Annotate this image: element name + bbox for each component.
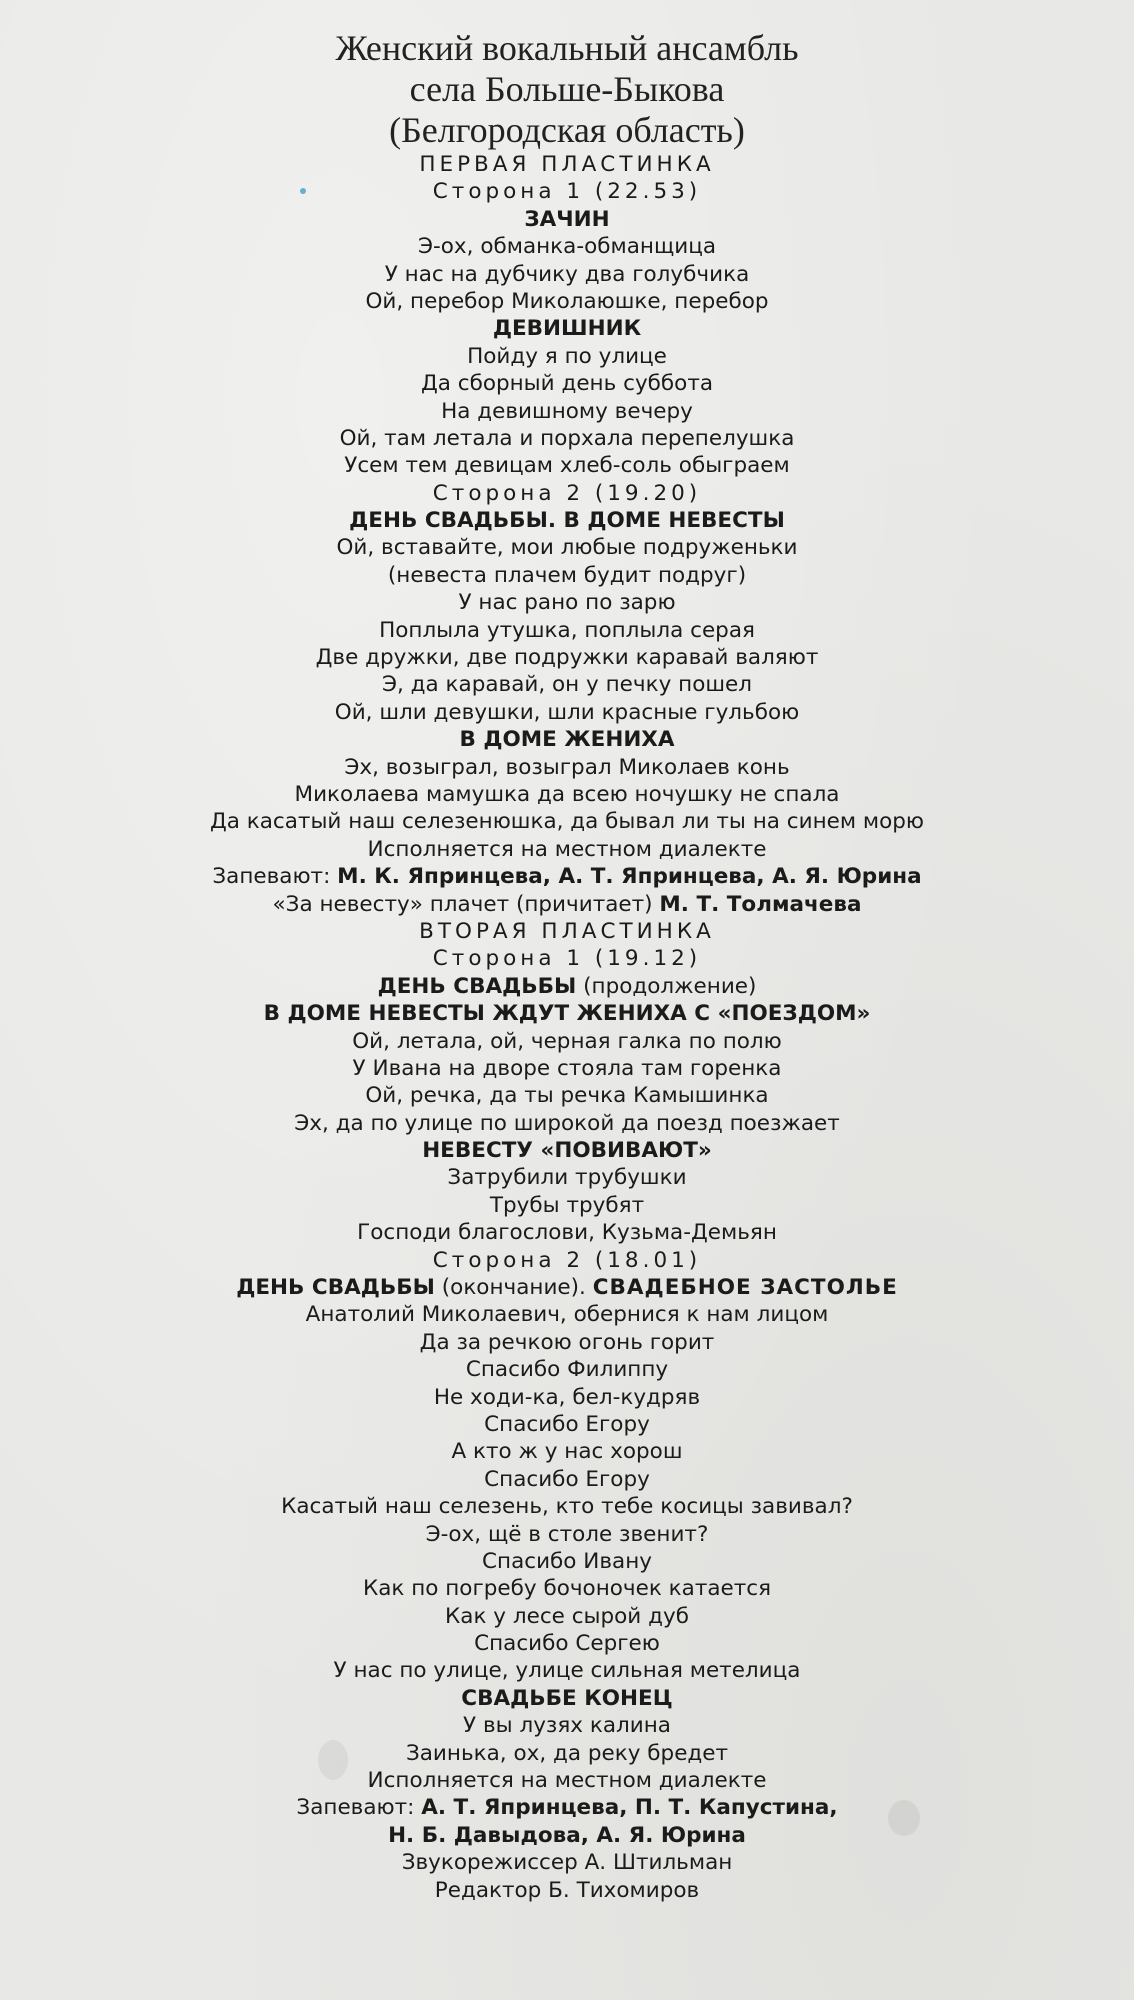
dialect-note: Исполняется на местном диалекте: [367, 1768, 767, 1794]
song-title: У нас рано по зарю: [458, 590, 676, 616]
record2-side2-heading: [0, 1274, 1134, 1301]
song-title: Спасибо Егору: [484, 1411, 650, 1437]
song-title: Э-ох, щё в столе звенит?: [425, 1521, 709, 1547]
song-title: У нас по улице, улице сильная метелица: [333, 1658, 801, 1684]
lead-names-continued: Н. Б. Давыдова, А. Я. Юрина: [388, 1822, 746, 1848]
lead-label: Запевают:: [296, 1795, 415, 1821]
section-title: ДЕВИШНИК: [492, 316, 642, 342]
record1-title: ПЕРВАЯ ПЛАСТИНКА: [419, 152, 715, 177]
song-title: Спасибо Ивану: [482, 1548, 652, 1574]
song-title: Ой, там летала и порхала перепелушка: [339, 425, 795, 451]
record1-lead-singers: [0, 863, 1134, 890]
record2-side1-heading: [0, 973, 1134, 1000]
song-title: Да касатый наш селезенюшка, да бывал ли ты на синем морю: [209, 809, 925, 835]
heading-bold: ДЕНЬ СВАДЬБЫ: [236, 1275, 435, 1301]
lead-label: Запевают:: [212, 864, 331, 890]
song-title: У вы лузях калина: [463, 1713, 671, 1739]
song-title: Да сборный день суббота: [420, 371, 714, 397]
song-title: Эх, да по улице по широкой да поезд поезжает: [294, 1110, 840, 1136]
song-title: Ой, вставайте, мои любые подруженьки: [336, 535, 798, 561]
song-title: Ой, речка, да ты речка Камышинка: [365, 1083, 769, 1109]
song-title: Ой, перебор Миколаюшке, перебор: [365, 288, 769, 314]
heading-note: (окончание).: [441, 1275, 586, 1301]
ensemble-region: (Белгородская область): [389, 110, 745, 150]
record2-lead-singers: [0, 1794, 1134, 1821]
song-title: Эх, возыграл, возыграл Миколаев конь: [344, 754, 790, 780]
record2-side2-label: Сторона 2 (18.01): [432, 1247, 702, 1273]
lament-name: М. Т. Толмачева: [659, 891, 862, 917]
song-title: Спасибо Егору: [484, 1466, 650, 1492]
record1-side2-label: Сторона 2 (19.20): [432, 480, 702, 506]
heading-bold-2: СВАДЕБНОЕ ЗАСТОЛЬЕ: [592, 1275, 898, 1301]
song-title: Господи благослови, Кузьма-Демьян: [357, 1220, 777, 1246]
section-title: НЕВЕСТУ «ПОВИВАЮТ»: [422, 1138, 712, 1164]
song-title: Трубы трубят: [489, 1192, 645, 1218]
heading-note: (продолжение): [583, 973, 757, 999]
ensemble-title-line2: села Больше-Быкова: [409, 69, 725, 109]
section-title: СВАДЬБЕ КОНЕЦ: [461, 1685, 673, 1711]
record2-side1-label: Сторона 1 (19.12): [432, 946, 702, 972]
lead-names: А. Т. Япринцева, П. Т. Капустина,: [421, 1795, 838, 1821]
song-title: Касатый наш селезень, кто тебе косицы завивал?: [281, 1494, 853, 1520]
section-title: В ДОМЕ НЕВЕСТЫ ЖДУТ ЖЕНИХА С «ПОЕЗДОМ»: [263, 1001, 871, 1027]
song-title: Э-ох, обманка-обманщица: [418, 234, 716, 260]
heading-bold: ДЕНЬ СВАДЬБЫ: [377, 973, 577, 999]
song-title: Спасибо Сергею: [474, 1631, 660, 1657]
ensemble-title-line1: Женский вокальный ансамбль: [335, 28, 799, 68]
song-title: Как у лесе сырой дуб: [445, 1603, 689, 1629]
song-title: Анатолий Миколаевич, обернися к нам лицом: [305, 1302, 829, 1328]
song-title: Усем тем девицам хлеб-соль обыграем: [344, 453, 790, 479]
record1-side1-label: Сторона 1 (22.53): [432, 179, 702, 205]
song-note: (невеста плачем будит подруг): [387, 562, 747, 588]
record1-lament-credit: [0, 891, 1134, 918]
section-title: В ДОМЕ ЖЕНИХА: [459, 727, 675, 753]
song-title: Заинька, ох, да реку бредет: [405, 1740, 729, 1766]
song-title: Как по погребу бочоночек катается: [362, 1576, 772, 1602]
song-title: Миколаева мамушка да всею ночушку не спала: [294, 781, 840, 807]
editor-credit: Редактор Б. Тихомиров: [434, 1877, 700, 1903]
section-title: ЗАЧИН: [524, 206, 610, 232]
lament-text: «За невесту» плачет (причитает): [272, 891, 653, 917]
song-title: У нас на дубчику два голубчика: [384, 261, 750, 287]
song-title: Затрубили трубушки: [447, 1165, 687, 1191]
section-title: ДЕНЬ СВАДЬБЫ. В ДОМЕ НЕВЕСТЫ: [349, 508, 785, 534]
song-title: На девишному вечеру: [441, 398, 693, 424]
song-title: Пойду я по улице: [467, 343, 667, 369]
song-title: Ой, летала, ой, черная галка по полю: [352, 1028, 782, 1054]
song-title: Ой, шли девушки, шли красные гульбою: [334, 699, 800, 725]
song-title: Поплыла утушка, поплыла серая: [379, 617, 755, 643]
lead-names: М. К. Япринцева, А. Т. Япринцева, А. Я. Юрина: [337, 864, 922, 890]
song-title: Э, да каравай, он у печку пошел: [381, 672, 752, 698]
track-listing: [0, 28, 1134, 1904]
song-title: Да за речкою огонь горит: [419, 1329, 715, 1355]
song-title: А кто ж у нас хорош: [451, 1439, 683, 1465]
song-title: Две дружки, две подружки каравай валяют: [315, 645, 819, 671]
song-title: Не ходи-ка, бел-кудряв: [433, 1384, 701, 1410]
song-title: Спасибо Филиппу: [465, 1357, 669, 1383]
record2-title: ВТОРАЯ ПЛАСТИНКА: [419, 918, 715, 944]
dialect-note: Исполняется на местном диалекте: [367, 836, 767, 862]
song-title: У Ивана на дворе стояла там горенка: [352, 1055, 782, 1081]
sound-engineer-credit: Звукорежиссер А. Штильман: [401, 1850, 733, 1876]
